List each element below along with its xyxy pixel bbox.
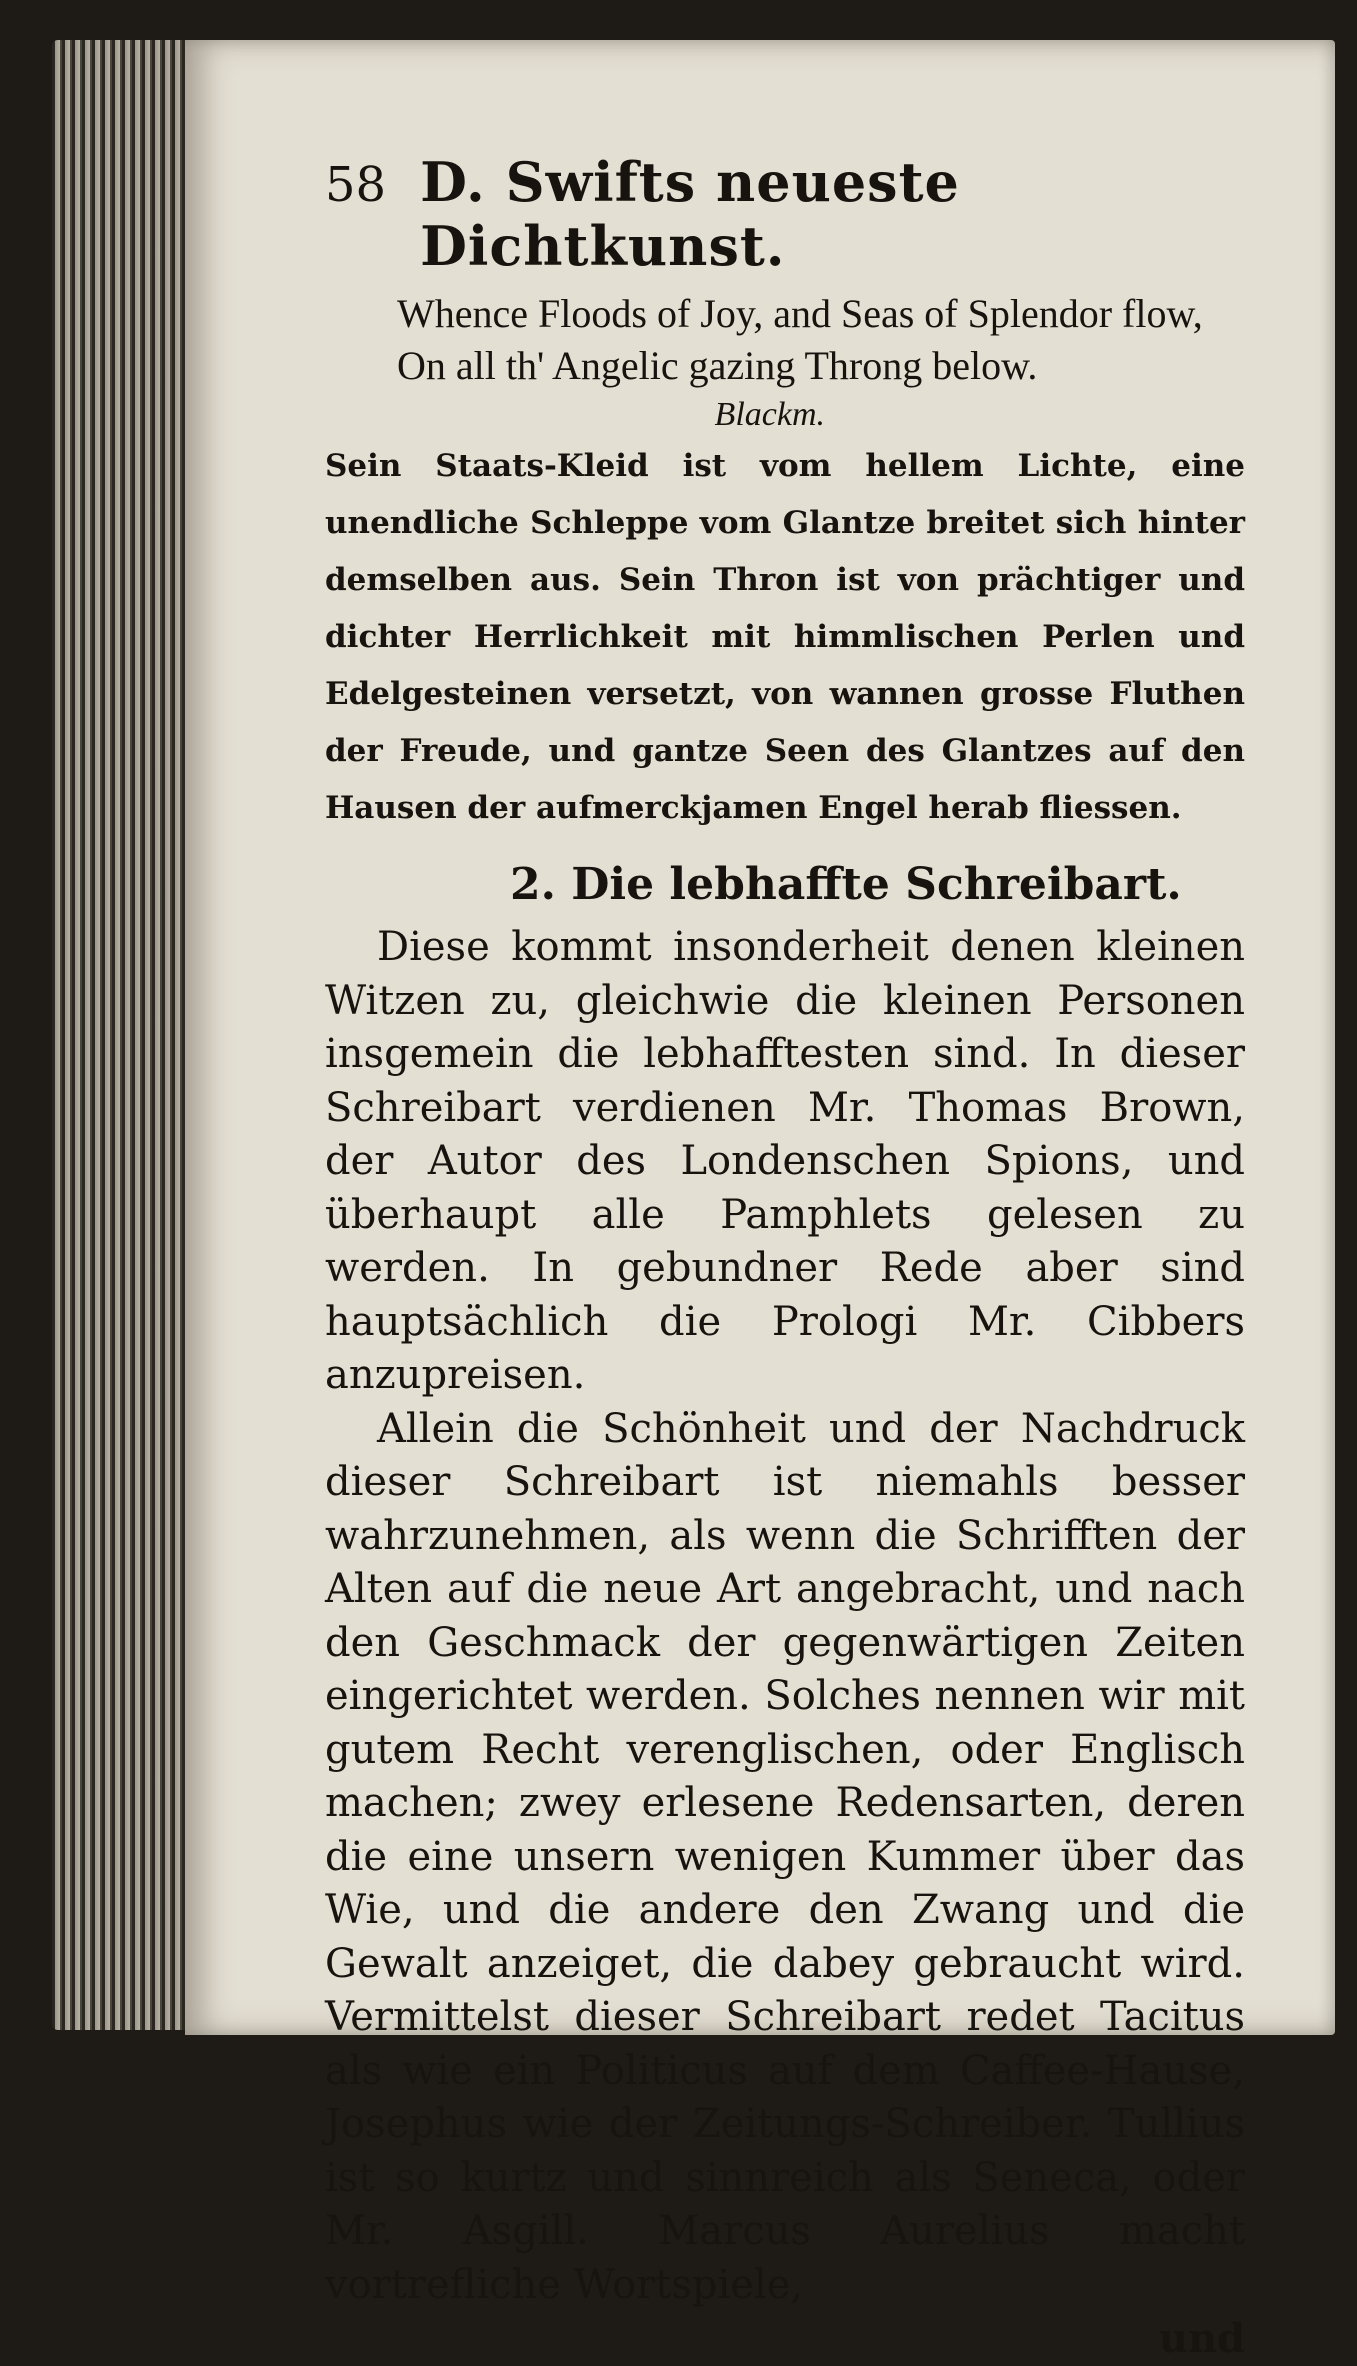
section-heading: 2. Die lebhaffte Schreibart. (510, 859, 1182, 910)
verse-line: Whence Floods of Joy, and Seas of Splendor flow, (397, 291, 1203, 336)
translation-paragraph: Sein Staats-Kleid ist vom hellem Lichte, eine unendliche Schleppe vom Glantze breitet sich hinter demselben aus. Sein Thron ist von prächtiger und dichter Herrlichkeit mit himmlischen Perlen und Edelgesteinen versetzt, von wannen grosse Fluthen der Freude, und gantze Seen des Glantzes auf den Hausen der aufmerckjamen Engel herab fliessen. (325, 448, 1245, 826)
body-paragraph (325, 1403, 1245, 2313)
page-edges (52, 40, 192, 2030)
paragraph-text: Allein die Schönheit und der Nachdruck dieser Schreibart ist niemahls besser wahrzunehmen, als wenn die Schrifften der Alten auf die neue Art angebracht, und nach den Geschmack der gegenwärtigen Zeiten eingerichtet werden. Solches nennen wir mit gutem Recht verenglischen, oder Englisch machen; zwey erlesene Redensarten, deren die eine unsern wenigen Kummer über das Wie, und die andere den Zwang und die Gewalt anzeiget, die dabey gebraucht wird. Vermittelst dieser Schreibart redet Tacitus als wie ein Politicus auf dem Caffee-Hause, Josephus wie der Zeitungs-Schreiber. Tullius ist so kurtz und sinnreich als Seneca, oder Mr. Asgill. Marcus Aurelius macht vortrefliche Wortspiele, (325, 1405, 1245, 2308)
body-paragraph (325, 921, 1245, 1403)
page-content (325, 150, 1245, 2366)
catchword: und (1158, 2315, 1245, 2362)
verse-line: On all th' Angelic gazing Throng below. (397, 343, 1038, 388)
running-header (325, 150, 1245, 278)
page-number: 58 (325, 157, 387, 213)
running-title: D. Swifts neueste Dichtkunst. (420, 150, 960, 278)
verse-attribution: Blackm. (714, 396, 825, 433)
paragraph-text: Diese kommt insonderheit denen kleinen Witzen zu, gleichwie die kleinen Personen insgemein die lebhafftesten sind. In dieser Schreibart verdienen Mr. Thomas Brown, der Autor des Londenschen Spions, und überhaupt alle Pamphlets gelesen zu werden. In gebundner Rede aber sind hauptsächlich die Prologi Mr. Cibbers anzupreisen. (325, 924, 1245, 1398)
